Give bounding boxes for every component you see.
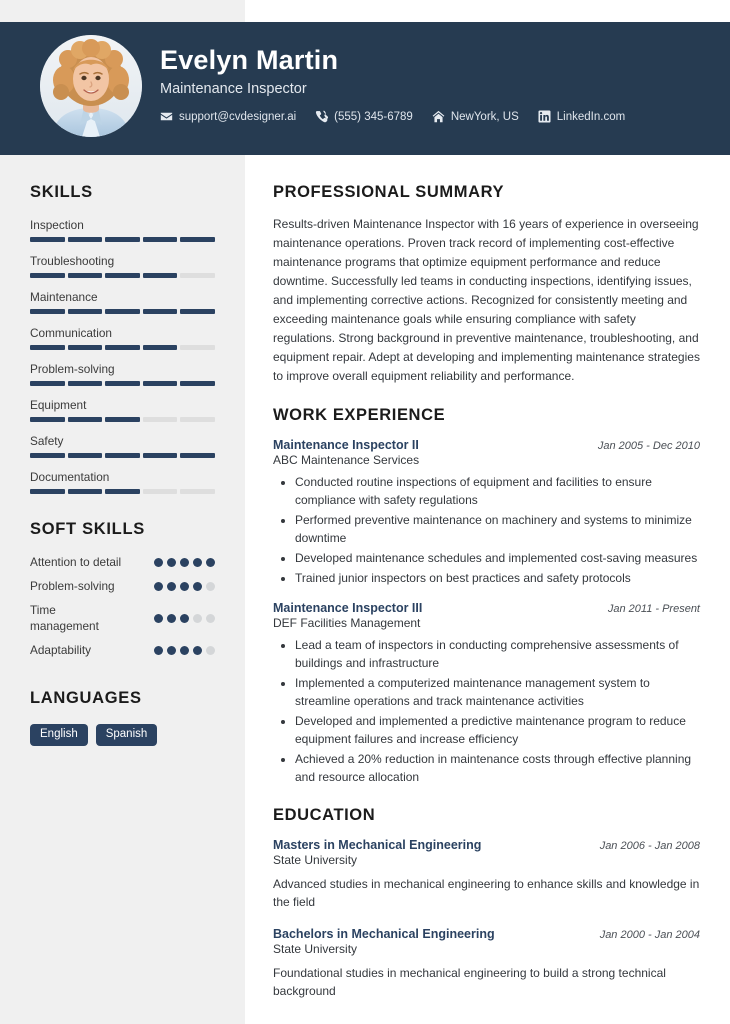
skill-bar-segment [180, 273, 215, 278]
soft-skill-item [30, 555, 215, 571]
work-experience-section [273, 406, 700, 786]
skill-bar-segment [105, 345, 140, 350]
soft-skill-rating [154, 582, 215, 591]
skill-bar-segment [180, 345, 215, 350]
contact-linkedin[interactable] [538, 110, 625, 123]
skill-bar-segment [30, 273, 65, 278]
skill-bar-segment [105, 273, 140, 278]
professional-summary-heading: PROFESSIONAL SUMMARY [273, 183, 505, 201]
rating-dot [193, 646, 202, 655]
rating-dot [180, 646, 189, 655]
education-degree: Masters in Mechanical Engineering [273, 837, 482, 852]
skill-label: Communication [30, 326, 112, 340]
experience-bullet: • Performed preventive maintenance on machinery and systems to minimize downtime [295, 511, 700, 547]
soft-skill-label: Attention to detail [30, 555, 122, 569]
skill-bar-segment [68, 237, 103, 242]
education-entry [273, 927, 700, 1000]
education-school: State University [273, 941, 358, 956]
experience-bullet: • Achieved a 20% reduction in maintenance costs through effective planning and resource allocation [295, 750, 700, 786]
skill-bar-segment [180, 489, 215, 494]
experience-bullet: • Lead a team of inspectors in conducting comprehensive assessments of buildings and infrastructure [295, 636, 700, 672]
rating-dot [180, 614, 189, 623]
skill-bar [30, 453, 215, 458]
education-description: Foundational studies in mechanical engineering to build a strong technical background [273, 965, 666, 998]
sidebar [0, 155, 245, 1024]
home-icon [432, 110, 445, 123]
rating-dot [167, 558, 176, 567]
education-entry [273, 838, 700, 911]
soft-skills-heading: SOFT SKILLS [30, 520, 145, 538]
experience-entry-header [273, 438, 700, 452]
soft-skill-label: Time management [30, 602, 99, 633]
identity-block [160, 46, 710, 123]
skill-bar-segment [68, 273, 103, 278]
skill-bar-segment [143, 345, 178, 350]
skills-list [30, 218, 215, 494]
education-description: Advanced studies in mechanical engineering to enhance skills and knowledge in the field [273, 876, 700, 909]
skill-bar-segment [180, 453, 215, 458]
skill-bar-segment [143, 489, 178, 494]
skill-bar-segment [68, 417, 103, 422]
skill-bar-segment [30, 417, 65, 422]
skill-bar-segment [105, 453, 140, 458]
top-strip [0, 0, 730, 22]
experience-entry-header [273, 601, 700, 615]
experience-job-title: Maintenance Inspector II [273, 437, 419, 452]
skill-bar-segment [30, 453, 65, 458]
soft-skill-label: Adaptability [30, 642, 91, 657]
skill-label: Documentation [30, 470, 110, 484]
skill-bar-segment [180, 381, 215, 386]
skill-bar-segment [105, 309, 140, 314]
professional-summary-text: Results-driven Maintenance Inspector with 16 years of experience in overseeing maintenance operations. Proven track record of implementing cost-effective maintenance programs that optimize equipment performance and reduce downtime. Successfully led teams in conducting inspections, identifying issues, and implementing corrective actions. Recognized for consistently meeting and exceeding maintenance goals while ensuring compliance with safety regulations. Strong background in preventive maintenance, troubleshooting, and equipment repair. Adept at developing and implementing maintenance strategies to improve overall equipment reliability and performance. [273, 217, 700, 383]
resume-header [0, 22, 730, 155]
skill-bar-segment [143, 309, 178, 314]
skill-bar-segment [143, 453, 178, 458]
work-experience-heading: WORK EXPERIENCE [273, 405, 446, 424]
rating-dot [180, 582, 189, 591]
experience-bullet: • Developed and implemented a predictive maintenance program to reduce equipment failures and increase efficiency [295, 712, 700, 748]
skill-item [30, 362, 215, 386]
languages-heading: LANGUAGES [30, 688, 142, 707]
education-date: Jan 2000 - Jan 2004 [599, 928, 700, 941]
skill-bar-segment [68, 309, 103, 314]
rating-dot [206, 558, 215, 567]
skill-label: Safety [30, 434, 64, 448]
main-content [245, 155, 730, 1024]
experience-bullets [273, 636, 700, 786]
soft-skill-item [30, 643, 215, 659]
skill-item [30, 470, 215, 494]
page-title: Evelyn Martin [160, 45, 339, 75]
soft-skill-item [30, 603, 215, 635]
skill-label: Troubleshooting [30, 254, 115, 268]
rating-dot [180, 558, 189, 567]
skill-bar-segment [30, 309, 65, 314]
rating-dot [154, 614, 163, 623]
skill-item [30, 398, 215, 422]
skill-bar [30, 237, 215, 242]
contact-location-text: NewYork, US [450, 110, 519, 123]
skill-bar-segment [105, 489, 140, 494]
soft-skill-item [30, 579, 215, 595]
language-chip-english[interactable]: English [30, 724, 88, 747]
avatar [40, 35, 142, 137]
experience-bullet: • Trained junior inspectors on best practices and safety protocols [295, 569, 700, 587]
skill-item [30, 326, 215, 350]
rating-dot [167, 614, 176, 623]
rating-dot [206, 614, 215, 623]
experience-entry [273, 601, 700, 786]
skill-bar-segment [68, 489, 103, 494]
skill-label: Equipment [30, 398, 87, 412]
skill-bar-segment [68, 345, 103, 350]
soft-skill-rating [154, 646, 215, 655]
rating-dot [193, 558, 202, 567]
soft-skill-rating [154, 614, 215, 623]
rating-dot [154, 558, 163, 567]
soft-skill-label: Problem-solving [30, 578, 115, 593]
languages-list [30, 724, 215, 747]
rating-dot [154, 582, 163, 591]
skill-item [30, 254, 215, 278]
skill-bar-segment [30, 381, 65, 386]
rating-dot [206, 646, 215, 655]
skill-bar-segment [143, 273, 178, 278]
skill-bar-segment [143, 237, 178, 242]
professional-summary-section [273, 183, 700, 386]
phone-icon [315, 110, 328, 123]
language-chip-spanish[interactable]: Spanish [96, 724, 158, 747]
skill-bar-segment [105, 237, 140, 242]
contact-list [160, 110, 710, 123]
education-section [273, 806, 700, 1000]
skill-bar [30, 273, 215, 278]
rating-dot [193, 582, 202, 591]
experience-bullet: • Developed maintenance schedules and implemented cost-saving measures [295, 549, 700, 567]
envelope-icon [160, 110, 173, 123]
skill-label: Problem-solving [30, 362, 115, 376]
linkedin-icon [538, 110, 551, 123]
rating-dot [167, 646, 176, 655]
skill-bar-segment [143, 381, 178, 386]
skill-bar-segment [30, 345, 65, 350]
skill-bar [30, 309, 215, 314]
skill-item [30, 434, 215, 458]
experience-bullet: • Implemented a computerized maintenance management system to streamline operations and track maintenance activities [295, 674, 700, 710]
rating-dot [193, 614, 202, 623]
skill-bar-segment [105, 381, 140, 386]
soft-skills-list [30, 555, 215, 659]
experience-job-title: Maintenance Inspector III [273, 600, 423, 615]
education-degree: Bachelors in Mechanical Engineering [273, 926, 495, 941]
education-entry-header [273, 838, 700, 852]
skill-label: Maintenance [30, 290, 98, 304]
skill-bar [30, 489, 215, 494]
education-school: State University [273, 852, 358, 867]
experience-bullets [273, 473, 700, 587]
experience-company: DEF Facilities Management [273, 615, 421, 630]
contact-email-text: support@cvdesigner.ai [179, 110, 297, 123]
skill-bar-segment [143, 417, 178, 422]
skill-bar [30, 417, 215, 422]
skill-item [30, 218, 215, 242]
skill-bar-segment [105, 417, 140, 422]
education-heading: EDUCATION [273, 805, 376, 824]
rating-dot [154, 646, 163, 655]
skill-bar-segment [180, 417, 215, 422]
skill-bar-segment [180, 309, 215, 314]
skill-bar-segment [68, 381, 103, 386]
soft-skill-rating [154, 558, 215, 567]
experience-date: Jan 2011 - Present [607, 602, 700, 615]
skill-bar [30, 381, 215, 386]
rating-dot [206, 582, 215, 591]
skill-bar [30, 345, 215, 350]
experience-company: ABC Maintenance Services [273, 452, 420, 467]
experience-entry [273, 438, 700, 587]
contact-location[interactable] [432, 110, 519, 123]
rating-dot [167, 582, 176, 591]
job-role: Maintenance Inspector [160, 81, 307, 98]
skill-bar-segment [30, 489, 65, 494]
contact-email[interactable] [160, 110, 296, 123]
skills-heading: SKILLS [30, 183, 93, 201]
skill-bar-segment [180, 237, 215, 242]
contact-linkedin-text: LinkedIn.com [556, 110, 626, 123]
education-date: Jan 2006 - Jan 2008 [599, 839, 700, 852]
top-strip-sidebar-band [0, 0, 245, 22]
skill-bar-segment [30, 237, 65, 242]
contact-phone-text: (555) 345-6789 [334, 110, 413, 123]
education-entry-header [273, 927, 700, 941]
skill-bar-segment [68, 453, 103, 458]
skill-label: Inspection [30, 218, 84, 232]
experience-bullet: • Conducted routine inspections of equipment and facilities to ensure compliance with safety regulations [295, 473, 700, 509]
skill-item [30, 290, 215, 314]
experience-date: Jan 2005 - Dec 2010 [597, 439, 700, 452]
contact-phone[interactable] [315, 110, 413, 123]
